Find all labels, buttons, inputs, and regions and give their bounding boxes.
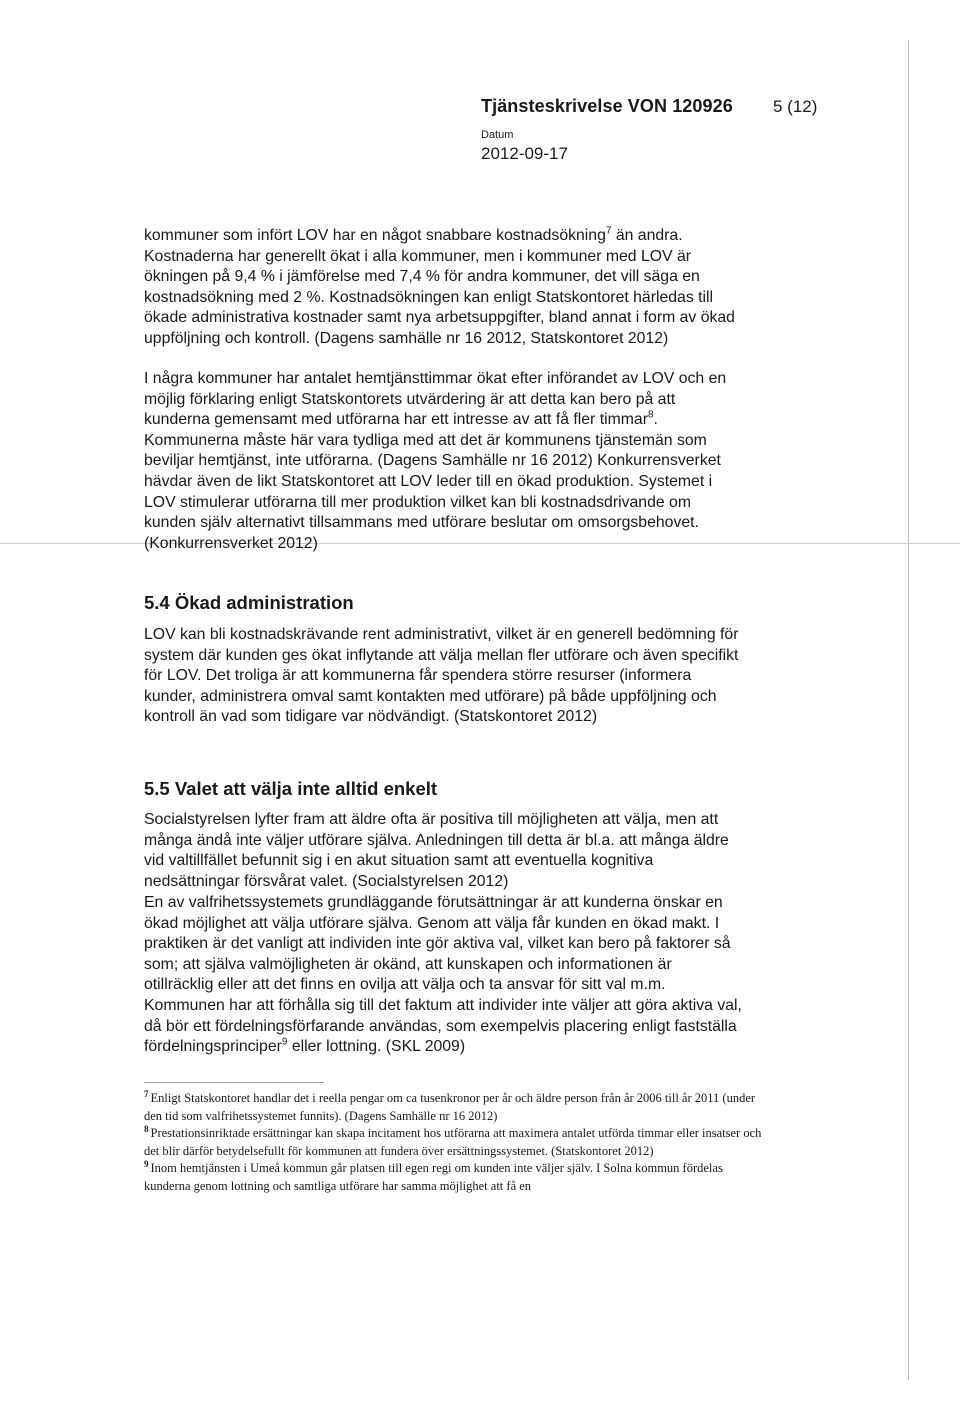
paragraph-text: . Kommunerna måste här vara tydliga med att det är kommunens tjänstemän som beviljar hemtjänst, inte utförarna. (Dagens Samhälle nr 16 2012) Konkurrensverket hävdar även de likt Statskontoret att LOV leder till en ökad produktion. Systemet i LOV stimulerar utförarna till mer produktion vilket kan bli kostnadsdrivande om kunden själv alternativt tillsammans med utförare beslutar om omsorgsbehovet. (Konkurrensverket 2012)	[144, 411, 721, 552]
paragraph-text: I några kommuner har antalet hemtjänsttimmar ökat efter införandet av LOV och en möjlig förklaring enligt Statskontorets utvärdering är att detta kan bero på att kunderna gemensamt med utförarna har ett intresse av att få fler timmar	[144, 370, 727, 429]
document-title: Tjänsteskrivelse VON 120926	[481, 96, 733, 116]
footnote-ref-9[interactable]: 9	[281, 1036, 288, 1048]
document-date: 2012-09-17	[481, 144, 568, 163]
paragraph-hours-increase	[144, 369, 744, 554]
paragraph-text: eller lottning. (SKL 2009)	[287, 1038, 466, 1056]
footnote-number: 7	[144, 1088, 149, 1099]
footnote-separator	[144, 1082, 324, 1083]
paragraph-administration	[144, 625, 744, 728]
paragraph-cost-increase	[144, 226, 744, 350]
footnote-text: Prestationsinriktade ersättningar kan skapa incitament hos utförarna att maximera antalet utförda timmar eller insatser och det blir därför betydelsefullt för kommunen att fundera över ersättningssystemet. (Statskontoret 2012)	[144, 1126, 762, 1158]
footnote-number: 9	[144, 1159, 149, 1170]
paragraph-text: Socialstyrelsen lyfter fram att äldre ofta är positiva till möjligheten att välja, men att många ändå inte väljer utförare själva. Anledningen till detta är bl.a. att många äldre vid valtillfället befunnit sig i en akut situation samt att eventuella kognitiva nedsättningar försvårat valet. (Socialstyrelsen 2012)	[144, 811, 729, 890]
paragraph-text: En av valfrihetssystemets grundläggande förutsättningar är att kunderna önskar en ökad möjlighet att välja utförare själva. Genom att välja får kunden en ökad makt. I praktiken är det vanligt att individen inte gör aktiva val, vilket kan bero på faktorer så som; att själva valmöjligheten är okänd, att kunskapen och informationen är otillräcklig eller att det finns en ovilja att välja och ta ansvar för sitt val m.m. Kommunen har att förhålla sig till det faktum att individer inte väljer att göra aktiva val, då bör ett fördelningsförfarande användas, som exempelvis placering enligt fastställa fördelningsprinciper	[144, 894, 742, 1056]
section-heading-5-4: 5.4 Ökad administration	[144, 592, 354, 613]
paragraph-text: än andra. Kostnaderna har generellt ökat i alla kommuner, men i kommuner med LOV är ökningen på 9,4 % i jämförelse med 7,4 % för andra kommuner, det vill säga en kostnadsökning med 2 %. Kostnadsökningen kan enligt Statskontoret härledas till ökade administrativa kostnader samt nya arbetsuppgifter, bland annat i form av ökad uppföljning och kontroll. (Dagens samhälle nr 16 2012, Statskontoret 2012)	[144, 227, 735, 347]
footnote-ref-7[interactable]: 7	[605, 225, 612, 237]
footnote-8	[144, 1125, 764, 1160]
paragraph-socialstyrelsen	[144, 810, 744, 892]
paragraph-text: LOV kan bli kostnadskrävande rent administrativt, vilket är en generell bedömning för system där kunden ges ökat inflytande att välja mellan fler utförare och även specifikt för LOV. Det troliga är att kommunerna får spendera större resurser (informera kunder, administrera omval samt kontakten med utförare) på både uppföljning och kontroll än vad som tidigare var nödvändigt. (Statskontoret 2012)	[144, 626, 739, 726]
footnotes	[144, 1090, 764, 1196]
paragraph-choice-system	[144, 893, 744, 1058]
footnote-9	[144, 1160, 764, 1195]
footnote-7	[144, 1090, 764, 1125]
section-heading-5-5: 5.5 Valet att välja inte alltid enkelt	[144, 778, 438, 799]
scan-margin-line	[908, 40, 909, 1380]
footnote-text: Inom hemtjänsten i Umeå kommun går platsen till egen regi om kunden inte väljer själv. I Solna kommun fördelas kunderna genom lottning och samtliga utförare har samma möjlighet att få en	[144, 1161, 723, 1193]
footnote-number: 8	[144, 1124, 149, 1135]
footnote-text: Enligt Statskontoret handlar det i reella pengar om ca tusenkronor per år och äldre person från år 2006 till år 2011 (under den tid som valfrihetssystemet funnits). (Dagens Samhälle nr 16 2012)	[144, 1091, 756, 1123]
paragraph-text: kommuner som infört LOV har en något snabbare kostnadsökning	[144, 227, 606, 244]
page-number: 5 (12)	[773, 97, 818, 116]
footnote-ref-8[interactable]: 8	[647, 409, 654, 421]
date-label: Datum	[481, 129, 514, 141]
